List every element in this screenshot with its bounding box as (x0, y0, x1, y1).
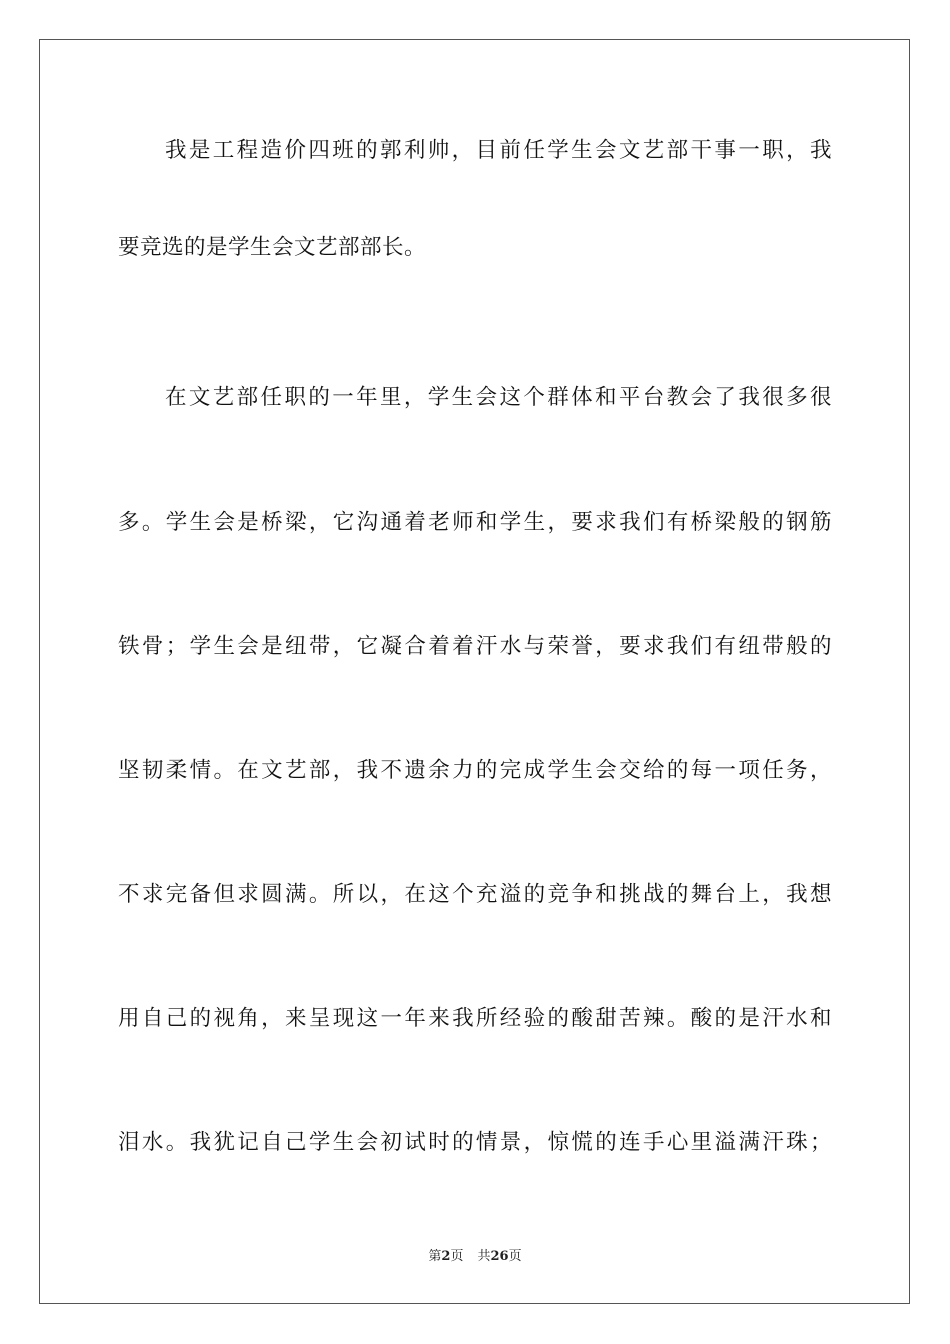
page-footer (0, 1245, 950, 1264)
paragraph-line: 在文艺部任职的一年里，学生会这个群体和平台教会了我很多很 (165, 385, 832, 410)
paragraph-line: 泪水。我犹记自己学生会初试时的情景，惊慌的连手心里溢满汗珠； (118, 1130, 832, 1155)
page-current: 2 (441, 1249, 451, 1264)
total-prefix: 共 (477, 1249, 491, 1264)
paragraph-line: 要竞选的是学生会文艺部部长。 (118, 235, 427, 260)
total-suffix: 页 (508, 1249, 522, 1264)
paragraph-line: 不求完备但求圆满。所以，在这个充溢的竞争和挑战的舞台上，我想 (118, 882, 832, 907)
paragraph-line: 多。学生会是桥梁，它沟通着老师和学生，要求我们有桥梁般的钢筋 (118, 510, 832, 535)
paragraph-line: 铁骨；学生会是纽带，它凝合着着汗水与荣誉，要求我们有纽带般的 (118, 634, 832, 659)
paragraph-line: 我是工程造价四班的郭利帅，目前任学生会文艺部干事一职，我 (165, 138, 832, 163)
page-border (39, 39, 910, 1304)
page-prefix: 第 (428, 1249, 442, 1264)
page-suffix: 页 (450, 1249, 464, 1264)
paragraph-line: 坚韧柔情。在文艺部，我不遗余力的完成学生会交给的每一项任务， (118, 758, 832, 783)
page-total: 26 (490, 1249, 509, 1264)
paragraph-line: 用自己的视角，来呈现这一年来我所经验的酸甜苦辣。酸的是汗水和 (118, 1006, 832, 1031)
